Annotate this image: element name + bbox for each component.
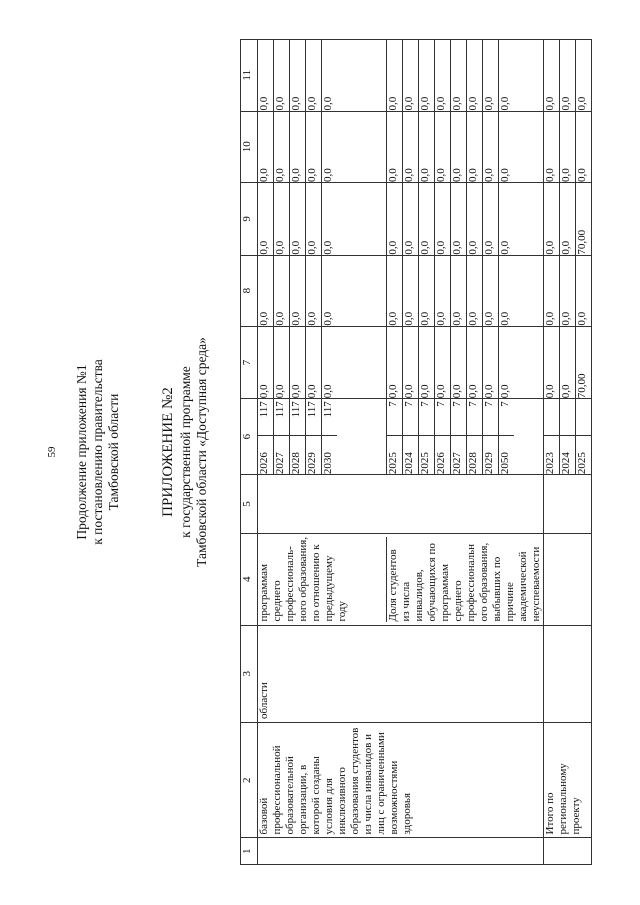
v10-value: 0,0 <box>274 112 290 182</box>
col8-list-b <box>387 256 514 326</box>
year-row <box>467 399 483 474</box>
v10-value: 0,0 <box>483 112 499 182</box>
v8-value: 0,0 <box>387 256 403 326</box>
year-list-total <box>544 399 591 474</box>
col6-value: 7 <box>467 401 479 407</box>
col10-list-total <box>544 112 591 182</box>
v11-value: 0,0 <box>451 40 467 111</box>
col6-value: 117 <box>306 401 318 418</box>
v7-value: 0,0 <box>451 327 467 399</box>
year-value: 2024 <box>403 435 418 474</box>
year-value: 2029 <box>306 435 321 474</box>
year-value: 2024 <box>560 435 575 474</box>
year-value: 2028 <box>467 435 482 474</box>
col6-value: 117 <box>290 401 302 418</box>
header-cell: 9 <box>241 182 258 255</box>
col5-cell <box>544 475 592 534</box>
v10-value: 0,0 <box>403 112 419 182</box>
v9-value: 0,0 <box>499 240 511 255</box>
v7-value: 0,0 <box>435 327 451 399</box>
col8-cell <box>258 255 544 326</box>
col10-list-a <box>258 112 387 182</box>
year-value: 2025 <box>387 435 402 474</box>
v7-value: 0,0 <box>258 327 274 399</box>
continuation-line-1: Продолжение приложения №1 <box>74 364 89 540</box>
col6-value: 7 <box>499 401 511 407</box>
v10-value: 0,0 <box>451 112 467 182</box>
program-table <box>240 39 592 865</box>
col9-cell <box>258 182 544 255</box>
v7-value: 0,0 <box>274 327 290 399</box>
v9-value: 0,0 <box>290 183 306 255</box>
v9-value: 0,0 <box>306 183 322 255</box>
total-label-cell: Итого по региональному проекту <box>544 722 592 838</box>
v9-value: 0,0 <box>387 183 403 255</box>
year-row <box>544 399 560 474</box>
v11-value: 0,0 <box>419 40 435 111</box>
v9-value: 0,0 <box>544 183 560 255</box>
col6-value: 7 <box>451 401 463 407</box>
col11-list-a <box>258 40 387 111</box>
v9-value: 0,0 <box>435 183 451 255</box>
year-value: 2029 <box>483 435 498 474</box>
col6-value <box>544 399 559 435</box>
v8-value: 0,0 <box>322 311 334 326</box>
row-number-cell <box>544 838 592 865</box>
table-row-total <box>544 40 592 865</box>
col6-value <box>576 399 591 435</box>
year-value: 2050 <box>499 435 514 474</box>
year-row <box>258 399 274 474</box>
v11-value: 0,0 <box>576 96 588 111</box>
year-row <box>306 399 322 474</box>
v7-value: 0,0 <box>499 384 511 399</box>
v11-value: 0,0 <box>403 40 419 111</box>
col6-value: 117 <box>274 401 286 418</box>
v11-value: 0,0 <box>499 96 511 111</box>
responsible-cell: области <box>258 625 544 722</box>
v8-value: 0,0 <box>306 256 322 326</box>
col6-value: 7 <box>387 401 399 407</box>
v8-value: 0,0 <box>544 256 560 326</box>
v9-value: 70,00 <box>576 229 588 255</box>
program-table-container <box>240 39 636 865</box>
v8-value: 0,0 <box>576 311 588 326</box>
year-row <box>387 399 403 474</box>
v9-value: 0,0 <box>483 183 499 255</box>
measure-name-cell: базовой профессиональной образовательной организации, в которой созданы условия для инклюзивного образования студентов из числа инвалидов и лиц с ограниченными возможностями здоровья <box>258 722 544 838</box>
row-number-cell <box>258 838 544 865</box>
v7-value: 0,0 <box>560 327 576 399</box>
v11-value: 0,0 <box>467 40 483 111</box>
col8-list-total <box>544 256 591 326</box>
year-list-a <box>258 399 387 474</box>
v11-value: 0,0 <box>560 40 576 111</box>
v10-value: 0,0 <box>467 112 483 182</box>
continuation-line-3: Тамбовской области <box>106 393 121 511</box>
year-row <box>274 399 290 474</box>
v7-value: 0,0 <box>290 327 306 399</box>
v11-value: 0,0 <box>290 40 306 111</box>
v10-value: 0,0 <box>435 112 451 182</box>
year-list-b <box>387 399 514 474</box>
col9-list-total <box>544 183 591 255</box>
v10-value: 0,0 <box>387 112 403 182</box>
v7-value: 70,00 <box>576 373 588 399</box>
year-value-cell <box>544 399 592 475</box>
v8-value: 0,0 <box>258 256 274 326</box>
header-cell: 6 <box>241 399 258 475</box>
page-number: 59 <box>46 446 58 458</box>
year-value: 2030 <box>322 435 337 474</box>
v7-value: 0,0 <box>403 327 419 399</box>
v8-value: 0,0 <box>274 256 290 326</box>
col9-list-b <box>387 183 514 255</box>
v9-value: 0,0 <box>322 240 334 255</box>
col6-value <box>560 399 575 435</box>
col7-cell <box>544 326 592 399</box>
v11-value: 0,0 <box>435 40 451 111</box>
indicator-cell <box>544 533 592 625</box>
year-row <box>560 399 576 474</box>
col9-list-a <box>258 183 387 255</box>
v7-value: 0,0 <box>306 327 322 399</box>
v9-value: 0,0 <box>403 183 419 255</box>
indicator-b: Доля студентов из числа инвалидов, обучающихся по программам среднего профессиональн ого образования, выбывших по причине академической неуспеваемости <box>387 542 542 622</box>
col5-cell <box>258 475 544 534</box>
col6-value: 7 <box>435 401 447 407</box>
year-row <box>435 399 451 474</box>
table-row <box>258 40 544 865</box>
col11-list-total <box>544 40 591 111</box>
year-row <box>403 399 419 474</box>
col6-value: 7 <box>419 401 431 407</box>
v8-value: 0,0 <box>560 256 576 326</box>
header-cell: 3 <box>241 625 258 722</box>
v8-value: 0,0 <box>451 256 467 326</box>
v10-value: 0,0 <box>499 168 511 182</box>
v8-value: 0,0 <box>499 311 511 326</box>
indicator-cell <box>258 533 544 625</box>
year-value: 2028 <box>290 435 305 474</box>
v9-value: 0,0 <box>274 183 290 255</box>
col11-cell <box>258 40 544 112</box>
v11-value: 0,0 <box>544 40 560 111</box>
v8-value: 0,0 <box>467 256 483 326</box>
v11-value: 0,0 <box>483 40 499 111</box>
v9-value: 0,0 <box>467 183 483 255</box>
v7-value: 0,0 <box>387 327 403 399</box>
col8-list-a <box>258 256 387 326</box>
v8-value: 0,0 <box>403 256 419 326</box>
year-value: 2025 <box>576 435 591 474</box>
responsible-cell <box>544 625 592 722</box>
v7-value: 0,0 <box>467 327 483 399</box>
year-row <box>451 399 467 474</box>
v10-value: 0,0 <box>322 168 334 182</box>
year-value-cell <box>258 399 544 475</box>
year-row <box>290 399 306 474</box>
year-value: 2026 <box>258 435 273 474</box>
year-value: 2023 <box>544 435 559 474</box>
v7-value: 0,0 <box>322 384 334 399</box>
col6-value: 117 <box>322 401 334 418</box>
indicator-a: программам среднего профессиональ-ного образования, по отношению к предыдущему году <box>258 537 387 622</box>
year-value: 2027 <box>451 435 466 474</box>
v8-value: 0,0 <box>419 256 435 326</box>
col11-cell <box>544 40 592 112</box>
col7-list-b <box>387 327 514 399</box>
v7-value: 0,0 <box>419 327 435 399</box>
appendix-header <box>160 337 210 567</box>
v9-value: 0,0 <box>560 183 576 255</box>
v7-value: 0,0 <box>483 327 499 399</box>
col7-list-total <box>544 327 591 399</box>
v8-value: 0,0 <box>435 256 451 326</box>
v10-value: 0,0 <box>258 112 274 182</box>
col7-list-a <box>258 327 387 399</box>
year-row <box>483 399 499 474</box>
v10-value: 0,0 <box>290 112 306 182</box>
col9-cell <box>544 182 592 255</box>
v11-value: 0,0 <box>258 40 274 111</box>
col11-list-b <box>387 40 514 111</box>
v11-value: 0,0 <box>306 40 322 111</box>
continuation-header <box>74 359 122 545</box>
header-cell: 11 <box>241 40 258 112</box>
v7-value: 0,0 <box>544 327 560 399</box>
col6-value: 7 <box>403 401 415 407</box>
v11-value: 0,0 <box>322 96 334 111</box>
col6-value: 7 <box>483 401 495 407</box>
v8-value: 0,0 <box>290 256 306 326</box>
v8-value: 0,0 <box>483 256 499 326</box>
col7-cell <box>258 326 544 399</box>
header-cell: 4 <box>241 533 258 625</box>
year-value: 2025 <box>419 435 434 474</box>
table-header-row <box>241 40 258 865</box>
appendix-line-2: к государственной программе <box>178 366 193 538</box>
v11-value: 0,0 <box>387 40 403 111</box>
col6-value: 117 <box>258 401 270 418</box>
year-row <box>322 399 337 474</box>
v10-value: 0,0 <box>560 112 576 182</box>
header-cell: 7 <box>241 326 258 399</box>
col8-cell <box>544 255 592 326</box>
v9-value: 0,0 <box>419 183 435 255</box>
header-cell: 10 <box>241 111 258 182</box>
v11-value: 0,0 <box>274 40 290 111</box>
continuation-line-2: к постановлению правительства <box>90 359 105 545</box>
header-cell: 1 <box>241 838 258 865</box>
appendix-title: ПРИЛОЖЕНИЕ №2 <box>160 387 176 517</box>
year-row <box>499 399 514 474</box>
col10-cell <box>544 111 592 182</box>
year-value: 2026 <box>435 435 450 474</box>
header-cell: 5 <box>241 475 258 534</box>
v10-value: 0,0 <box>306 112 322 182</box>
v10-value: 0,0 <box>544 112 560 182</box>
col10-list-b <box>387 112 514 182</box>
year-value: 2027 <box>274 435 289 474</box>
v9-value: 0,0 <box>451 183 467 255</box>
v9-value: 0,0 <box>258 183 274 255</box>
appendix-line-3: Тамбовской области «Доступная среда» <box>194 337 209 567</box>
year-row <box>419 399 435 474</box>
header-cell: 8 <box>241 255 258 326</box>
header-cell: 2 <box>241 722 258 838</box>
col10-cell <box>258 111 544 182</box>
year-row <box>576 399 591 474</box>
v10-value: 0,0 <box>419 112 435 182</box>
v10-value: 0,0 <box>576 168 588 182</box>
